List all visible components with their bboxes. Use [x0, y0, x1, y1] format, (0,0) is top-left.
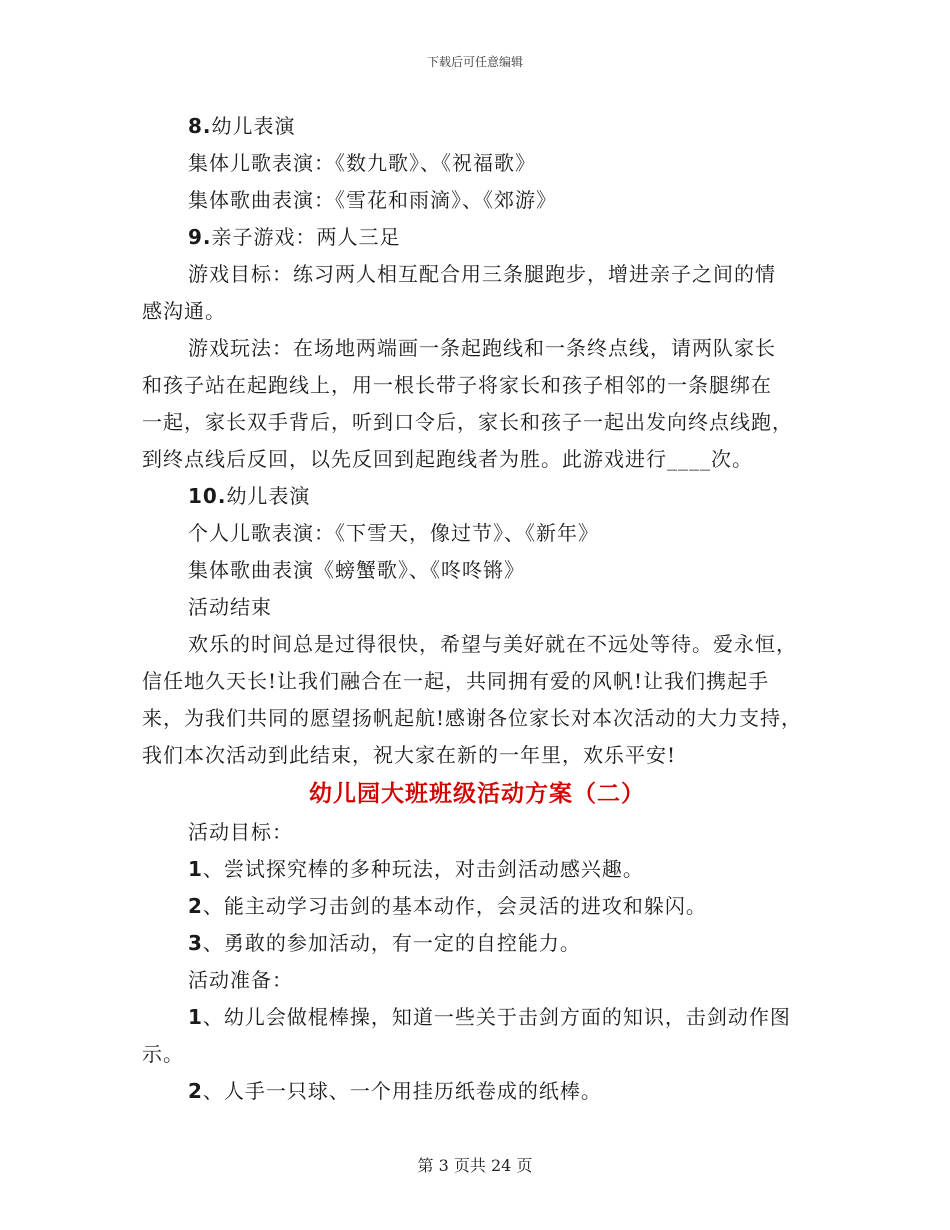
numbered-line — [142, 851, 812, 888]
item-text: 亲子游戏：两人三足 — [211, 225, 401, 249]
numbered-line — [142, 478, 812, 515]
paragraph-line: 和孩子站在起跑线上，用一根长带子将家长和孩子相邻的一条腿绑在 — [142, 373, 772, 397]
section-title: 幼儿园大班班级活动方案（二） — [309, 781, 645, 807]
numbered-line — [142, 888, 812, 925]
numbered-line — [142, 219, 812, 256]
paragraph-line: 活动结束 — [188, 595, 272, 619]
item-number: 2 — [188, 894, 203, 918]
paragraph-line: 集体歌曲表演：《雪花和雨滴》、《郊游》 — [188, 188, 557, 212]
item-text: 、幼儿会做棍棒操，知道一些关于击剑方面的知识，击剑动作图 — [202, 1005, 791, 1029]
item-number: 3 — [188, 931, 203, 955]
item-number: 8. — [188, 114, 212, 138]
item-number: 2 — [188, 1079, 203, 1103]
paragraph-line: 游戏玩法：在场地两端画一条起跑线和一条终点线，请两队家长 — [188, 336, 776, 360]
item-text: 、尝试探究棒的多种玩法，对击剑活动感兴趣。 — [202, 857, 644, 881]
item-number: 10. — [188, 484, 227, 508]
item-text: 、勇敢的参加活动，有一定的自控能力。 — [202, 931, 581, 955]
document-body — [142, 108, 812, 1110]
numbered-line — [142, 1073, 812, 1110]
paragraph-line: 欢乐的时间总是过得很快，希望与美好就在不远处等待。爱永恒， — [188, 632, 797, 656]
paragraph-line: 一起，家长双手背后，听到口令后，家长和孩子一起出发向终点线跑， — [142, 410, 793, 434]
paragraph-line: 活动准备： — [188, 968, 293, 992]
paragraph-line: 信任地久天长!让我们融合在一起，共同拥有爱的风帆!让我们携起手 — [142, 669, 770, 693]
item-number: 1 — [188, 1005, 203, 1029]
item-text: 、能主动学习击剑的基本动作，会灵活的进攻和躲闪。 — [202, 894, 707, 918]
item-number: 1 — [188, 857, 203, 881]
paragraph-line: 个人儿歌表演：《下雪天，像过节》、《新年》 — [188, 521, 599, 545]
numbered-line — [142, 925, 812, 962]
continuation-line: 示。 — [142, 1042, 184, 1066]
paragraph-line: 来，为我们共同的愿望扬帆起航!感谢各位家长对本次活动的大力支持， — [142, 706, 803, 730]
paragraph-line: 我们本次活动到此结束，祝大家在新的一年里，欢乐平安! — [142, 743, 677, 767]
item-text: 、人手一只球、一个用挂历纸卷成的纸棒。 — [202, 1079, 602, 1103]
item-number: 9. — [188, 225, 212, 249]
paragraph-line: 活动目标： — [188, 820, 293, 844]
numbered-line — [142, 108, 812, 145]
paragraph-line: 游戏目标：练习两人相互配合用三条腿跑步，增进亲子之间的情 — [188, 262, 776, 286]
page-footer: 第 3 页共 24 页 — [417, 1156, 533, 1175]
paragraph-line: 到终点线后反回，以先反回到起跑线者为胜。此游戏进行____次。 — [142, 447, 753, 471]
item-text: 幼儿表演 — [211, 114, 296, 138]
paragraph-line: 感沟通。 — [142, 299, 226, 323]
paragraph-line: 集体儿歌表演：《数九歌》、《祝福歌》 — [188, 151, 536, 175]
numbered-line — [142, 999, 812, 1036]
header-note: 下载后可任意编辑 — [426, 55, 523, 69]
item-text: 幼儿表演 — [226, 484, 311, 508]
paragraph-line: 集体歌曲表演《螃蟹歌》、《咚咚锵》 — [188, 558, 525, 582]
